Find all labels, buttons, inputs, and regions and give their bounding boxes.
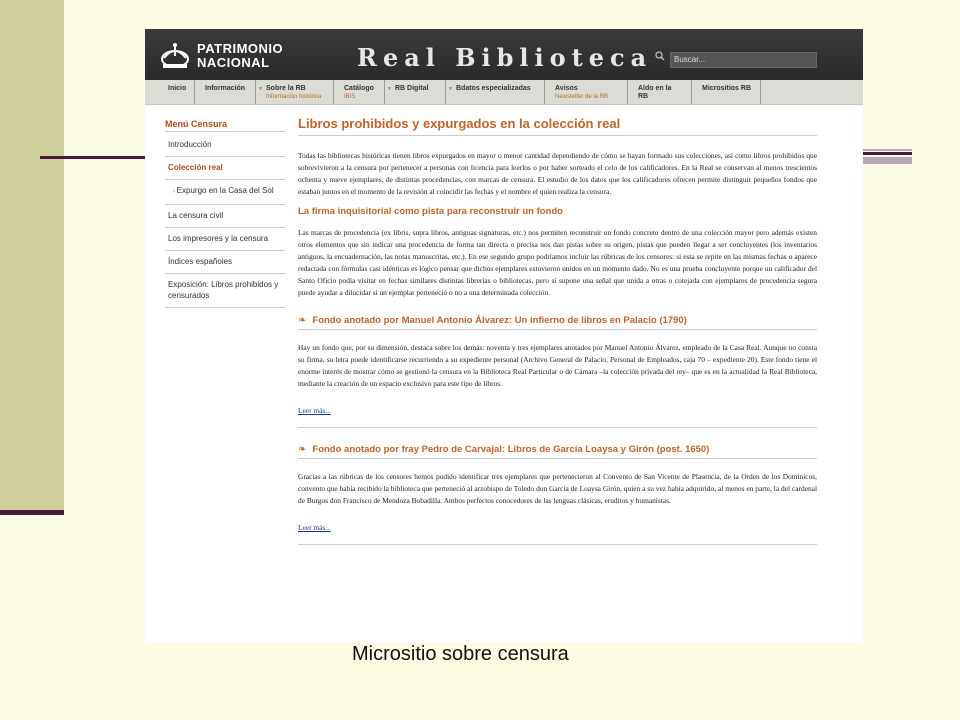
page-title: Libros prohibidos y expurgados en la colección real: [298, 116, 817, 136]
nav-item-inicio[interactable]: [158, 80, 195, 104]
site-title: Real Biblioteca: [357, 43, 653, 72]
crown-icon: [159, 42, 191, 70]
main-nav: [145, 80, 863, 105]
sidebar-item-exposicion[interactable]: Exposición: Libros prohibidos y censurados: [165, 274, 285, 308]
sidebar-menu: [165, 119, 285, 545]
bullet-arrow-icon: ›: [173, 189, 177, 195]
nav-item-informacion[interactable]: [195, 80, 256, 104]
slide-caption: Micrositio sobre censura: [352, 643, 569, 665]
nav-item-catalogo[interactable]: [334, 80, 385, 104]
dropdown-arrow-icon: ▼: [258, 86, 263, 92]
sidebar-item-impresores[interactable]: Los impresores y la censura: [165, 228, 285, 251]
page-body: [145, 105, 863, 545]
nav-item-bdatos[interactable]: [446, 80, 545, 104]
nav-item-avisos[interactable]: [545, 80, 628, 104]
sidebar-item-introduccion[interactable]: Introducción: [165, 134, 285, 157]
slide-divider-left: [40, 156, 146, 159]
divider: [298, 427, 817, 428]
nav-item-label: RB Digital: [395, 85, 429, 92]
sidebar-item-expurgo[interactable]: [165, 180, 285, 205]
main-content: [298, 116, 817, 545]
brand-logo[interactable]: [159, 42, 283, 70]
section-title: Fondo anotado por Manuel Antonio Álvarez: Un infierno de libros en Palacio (1790): [312, 315, 687, 326]
nav-item-label: Inicio: [168, 85, 187, 92]
intro-paragraph: Todas las bibliotecas históricas tienen libros expurgados en mayor o menor cantidad dependiendo de cómo se hayan formado sus colecciones, así como libros prohibidos que sobrevivieron a la censura por pertenecer a personas con licencia para leerlos o por haber sorteado el celo de los calificadores. En la Real se conservan al menos trescientos ochenta y nueve ejemplares, de distintas procedencias, con marcas de censura. El estudio de los datos que los calificadores ofrecen permite distinguir pequeños fondos que estaban juntos en el momento de la revisión al coincidir las fechas y el nombre el quien realiza la censura.: [298, 151, 817, 196]
nav-item-micrositios[interactable]: [692, 80, 761, 104]
slide-left-bar: [0, 0, 64, 512]
sidebar-title: Menú Censura: [165, 119, 285, 132]
nav-item-sublabel: IBIS: [344, 94, 356, 100]
nav-item-aldo[interactable]: [628, 80, 692, 104]
nav-item-label: Información: [205, 85, 246, 92]
sidebar-item-indices[interactable]: Índices españoles: [165, 251, 285, 274]
brand-name: [197, 42, 283, 70]
sidebar-item-censura-civil[interactable]: La censura civil: [165, 205, 285, 228]
nav-item-label: Micrositios RB: [702, 85, 752, 92]
fleuron-icon: ❧: [298, 444, 307, 455]
read-more-link[interactable]: Leer más...: [298, 523, 331, 532]
sidebar-item-label: Expurgo en la Casa del Sol: [176, 186, 274, 195]
nav-item-sobre-la-rb[interactable]: [256, 80, 334, 104]
nav-item-rb-digital[interactable]: [385, 80, 446, 104]
website-screenshot: [145, 29, 863, 643]
brand-line2: NACIONAL: [197, 55, 270, 70]
read-more-link[interactable]: Leer más...: [298, 406, 331, 415]
search-icon[interactable]: [655, 51, 665, 61]
fleuron-icon: ❧: [298, 315, 307, 326]
slide-divider-right: [862, 152, 912, 155]
section-header-carvajal: [298, 444, 817, 459]
nav-item-label: Bdatos especializadas: [456, 85, 531, 92]
nav-item-label: Sobre la RB: [266, 85, 306, 92]
nav-item-sublabel: Información histórica: [266, 94, 322, 100]
sidebar-item-coleccion-real[interactable]: Colección real: [165, 157, 285, 180]
slide-divider-right-bottom: [862, 157, 912, 164]
dropdown-arrow-icon: ▼: [387, 86, 392, 92]
slide-divider-right-top: [862, 149, 912, 151]
section-subtitle: La firma inquisitorial como pista para reconstruir un fondo: [298, 206, 563, 217]
nav-item-label: Aldo en la RB: [638, 85, 672, 100]
brand-line1: PATRIMONIO: [197, 41, 284, 56]
dropdown-arrow-icon: ▼: [448, 86, 453, 92]
nav-item-label: Catálogo: [344, 85, 374, 92]
section-title: Fondo anotado por fray Pedro de Carvajal: Libros de García Loaysa y Girón (post. 1650): [312, 444, 710, 455]
body-paragraph: Las marcas de procedencia (ex libris, supra libros, antiguas signaturas, etc.) nos permiten reconstruir un fondo concreto dentro de una colección mayor pero además existen otros elementos que sin indicar una procedencia de forma tan directa o precisa nos dan pistas sobre su origen, pistas que pueden llegar a ser concluyentes (los inventarios antiguos, la encuadernación, las notas manuscritas, etc.). En ese segundo grupo podríamos incluir las rúbricas de los censores: si esta se repite en las mismas fechas o aparece redactada con fórmulas casi idénticas es lógico pensar que dichos ejemplares estuvieron unidos en un momento dado. No es una prueba concluyente porque un calificador del Santo Oficio podía visitar en fechas similares distintas librerías o bibliotecas, pero sí supone una señal que unida a otras o cotejada con ejemplares de procedencia segura puede ayudar a dilucidar si un ejemplar perteneció o no a una determinada colección.: [298, 228, 817, 297]
site-header: [145, 29, 863, 80]
nav-item-label: Avisos: [555, 85, 578, 92]
nav-item-sublabel: Newsletter de la RB: [555, 94, 609, 100]
section-paragraph: Hay un fondo que, por su dimensión, destaca sobre los demás: noventa y tres ejemplares anotados por Manuel Antonio Álvarez, empleado de la Casa Real. Aunque no consta su firma, su letra puede identificarse recurriendo a su expediente personal (Archivo General de Palacio, Personal de Empleados, caja 70 – expediente 20). Este fondo tiene el enorme interés de mostrar cómo se gestionó la censura en la Biblioteca Real Particular o de Cámara –la colección privada del rey– que es en la actualidad la Real Biblioteca, mediante la creación de un espacio exclusivo para este tipo de libros.: [298, 343, 817, 388]
divider: [298, 544, 817, 545]
search-input[interactable]: Buscar...: [670, 52, 817, 68]
section-paragraph: Gracias a las rúbricas de los censores hemos podido identificar tres ejemplares que pertenecieron al Convento de San Vicente de Plasencia, de la Orden de los Dominicos, convento que había recibido la biblioteca que perteneció al arzobispo de Toledo don García de Loaysa Girón, quien a su vez había adquirido, al menos en parte, la del cardenal de Burgos don Francisco de Mendoza Bobadilla. Ambos perfectos conocedores de las lenguas clásicas, eruditos y humanistas.: [298, 472, 817, 505]
section-header-alvarez: [298, 315, 817, 330]
slide-left-bar-accent: [0, 510, 64, 515]
